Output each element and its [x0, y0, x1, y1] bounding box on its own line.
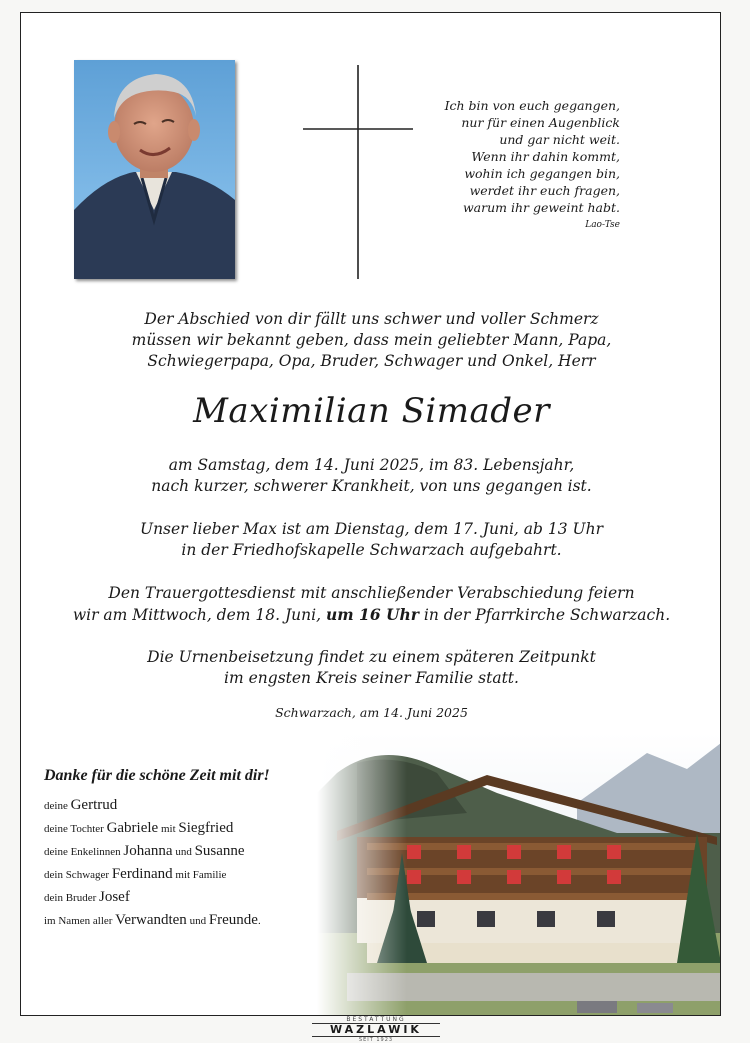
burial-paragraph [21, 647, 721, 689]
poem-line: wohin ich gegangen bin, [464, 166, 620, 181]
mourner-connector: mit Familie [172, 869, 227, 881]
mourner-relation: deine Tochter [44, 823, 107, 835]
mourner-row [44, 794, 364, 817]
mourner-relation: im Namen aller [44, 915, 116, 927]
intro-line: Der Abschied von dir fällt uns schwer und voller Schmerz [144, 310, 599, 328]
mourner-row [44, 886, 364, 909]
logo-top: BESTATTUNG [346, 1016, 406, 1023]
poem-line: Wenn ihr dahin kommt, [471, 149, 620, 164]
burial-line: im engsten Kreis seiner Familie statt. [224, 669, 519, 687]
mourner-punctuation: . [257, 915, 261, 927]
mourner-relation: dein Schwager [44, 869, 112, 881]
mourner-row [44, 863, 364, 886]
service-time: um 16 Uhr [325, 605, 419, 624]
mourner-row [44, 840, 364, 863]
intro-line: Schwiegerpapa, Opa, Bruder, Schwager und Onkel, Herr [147, 352, 596, 370]
deceased-name: Maximilian Simader [193, 391, 550, 431]
portrait-photo [74, 60, 235, 279]
mourner-relation: deine [44, 800, 71, 812]
mourner-connector: und [172, 846, 195, 858]
death-line: nach kurzer, schwerer Krankheit, von uns gegangen ist. [151, 477, 592, 495]
mourner-relation: dein Bruder [44, 892, 99, 904]
mourner-name: Gertrud [70, 797, 118, 813]
mourner-name: Johanna [123, 843, 173, 859]
service-text-pre: wir am Mittwoch, dem 18. Juni, [72, 606, 326, 624]
mourner-row [44, 909, 364, 932]
intro-line: müssen wir bekannt geben, dass mein geliebter Mann, Papa, [131, 331, 612, 349]
chalet-photo [317, 733, 721, 1016]
mourner-relation: deine Enkelinnen [44, 846, 124, 858]
burial-line: Die Urnenbeisetzung findet zu einem späteren Zeitpunkt [147, 648, 596, 666]
mourner-name: Gabriele [106, 820, 159, 836]
announcement-intro [21, 309, 721, 372]
poem-line: und gar nicht weit. [499, 132, 620, 147]
mourner-name: Freunde [208, 912, 258, 928]
poem-line: warum ihr geweint habt. [462, 200, 620, 215]
poem-quote [360, 97, 620, 234]
parte-sheet [20, 12, 721, 1016]
thanks-section [44, 767, 364, 932]
service-text-post: in der Pfarrkirche Schwarzach. [418, 606, 671, 624]
poem-line: nur für einen Augenblick [461, 115, 620, 130]
mourner-name: Ferdinand [111, 866, 173, 882]
mourner-name: Susanne [194, 843, 245, 859]
death-line: am Samstag, dem 14. Juni 2025, im 83. Lebensjahr, [168, 456, 575, 474]
mourner-connector: mit [158, 823, 179, 835]
poem-author: Lao-Tse [585, 220, 620, 230]
thanks-heading: Danke für die schöne Zeit mit dir! [44, 767, 270, 784]
service-paragraph [21, 583, 721, 626]
mourner-name: Verwandten [115, 912, 187, 928]
mourner-name: Siegfried [178, 820, 234, 836]
undertaker-logo [312, 1016, 440, 1043]
poem-line: werdet ihr euch fragen, [469, 183, 620, 198]
viewing-line: Unser lieber Max ist am Dienstag, dem 17. Juni, ab 13 Uhr [140, 520, 603, 538]
poem-line: Ich bin von euch gegangen, [444, 98, 620, 113]
place-date: Schwarzach, am 14. Juni 2025 [275, 705, 468, 720]
logo-brand: WAZLAWIK [312, 1023, 440, 1037]
mourner-row [44, 817, 364, 840]
viewing-line: in der Friedhofskapelle Schwarzach aufgebahrt. [181, 541, 562, 559]
logo-bottom: SEIT 1923 [358, 1037, 394, 1043]
mourner-name: Josef [98, 889, 130, 905]
death-paragraph [21, 455, 721, 497]
mourner-connector: und [186, 915, 209, 927]
viewing-paragraph [21, 519, 721, 561]
service-line: Den Trauergottesdienst mit anschließender Verabschiedung feiern [108, 584, 635, 602]
service-line [21, 604, 721, 626]
